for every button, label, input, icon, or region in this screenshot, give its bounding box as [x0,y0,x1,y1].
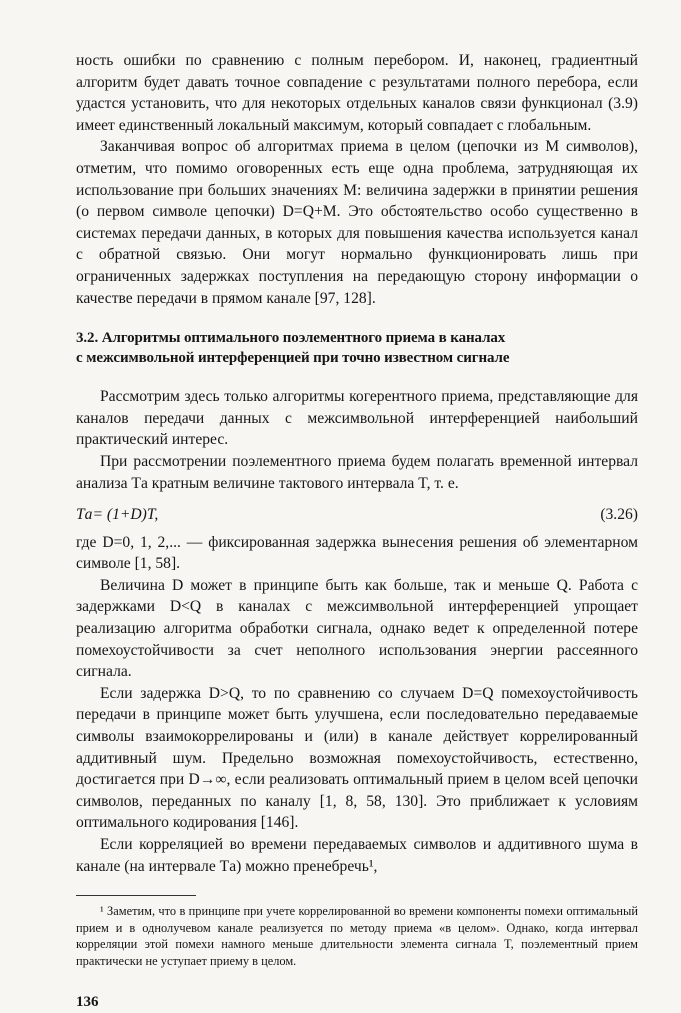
footnote-1: ¹ Заметим, что в принципе при учете коррелированной во времени компоненты помехи оптимальный прием и в однолучевом канале реализуется по методу приема «в целом». Однако, когда интервал корреляции этой помехи намного меньше длительности элемента сигнала T, поэлементный прием практически не уступает приему в целом. [76,904,638,968]
equation-number: (3.26) [600,506,638,524]
paragraph-7: Если задержка D>Q, то по сравнению со случаем D=Q помехоустойчивость передачи в принципе может быть улучшена, если последовательно передаваемые символы взаимокоррелированы и (или) в канале действует коррелированный аддитивный шум. Предельно возможная помехоустойчивость, естественно, достигается при D→∞, если реализовать оптимальный прием в целом всей цепочки символов, переданных по каналу [1, 8, 58, 130]. Это приближает к условиям оптимального кодирования [146]. [76,684,638,832]
section-heading [76,328,638,368]
paragraph-6: Величина D может в принципе быть как больше, так и меньше Q. Работа с задержками D<Q в каналах с межсимвольной интерференцией упрощает реализацию алгоритма обработки сигнала, однако ведет к определенной потере помехоустойчивости за счет неполного использования энергии рассеянного сигнала. [76,576,638,681]
section-heading-line-2: с межсимвольной интерференцией при точно известном сигнале [76,350,510,367]
book-page [76,50,638,1013]
footnote-divider [76,895,196,897]
page-number: 136 [76,993,99,1010]
paragraph-3: Рассмотрим здесь только алгоритмы когерентного приема, представляющие для каналов передачи данных с межсимвольной интерференцией наибольший практический интерес. [76,388,638,449]
paragraph-8: Если корреляцией во времени передаваемых символов и аддитивного шума в канале (на интервале Tа) можно пренебречь¹, [76,836,638,875]
paragraph-5: где D=0, 1, 2,... — фиксированная задержка вынесения решения об элементарном символе [1, 58]. [76,533,638,573]
paragraph-2: Заканчивая вопрос об алгоритмах приема в целом (цепочки из M символов), отметим, что помимо оговоренных есть еще одна проблема, затрудняющая их использование при больших значениях M: величина задержки в принятии решения (о первом символе цепочки) D=Q+M. Это обстоятельство особо существенно в системах передачи данных, в которых для повышения качества используется канал с обратной связью. Они могут нормально функционировать лишь при ограниченных задержках поступления на передающую сторону информации о качестве передачи в прямом канале [97, 128]. [76,138,638,307]
paragraph-4: При рассмотрении поэлементного приема будем полагать временной интервал анализа Tа кратным величине тактового интервала T, т. е. [76,452,638,492]
equation-body: Tа= (1+D)T, [76,506,159,524]
equation-3-26 [76,504,638,526]
paragraph-1: ность ошибки по сравнению с полным перебором. И, наконец, градиентный алгоритм будет давать точное совпадение с результатами полного перебора, если удастся установить, что для некоторых отдельных каналов связи функционал (3.9) имеет единственный локальный максимум, который совпадает с глобальным. [76,52,638,134]
section-heading-line-1: 3.2. Алгоритмы оптимального поэлементного приема в каналах [76,330,506,347]
